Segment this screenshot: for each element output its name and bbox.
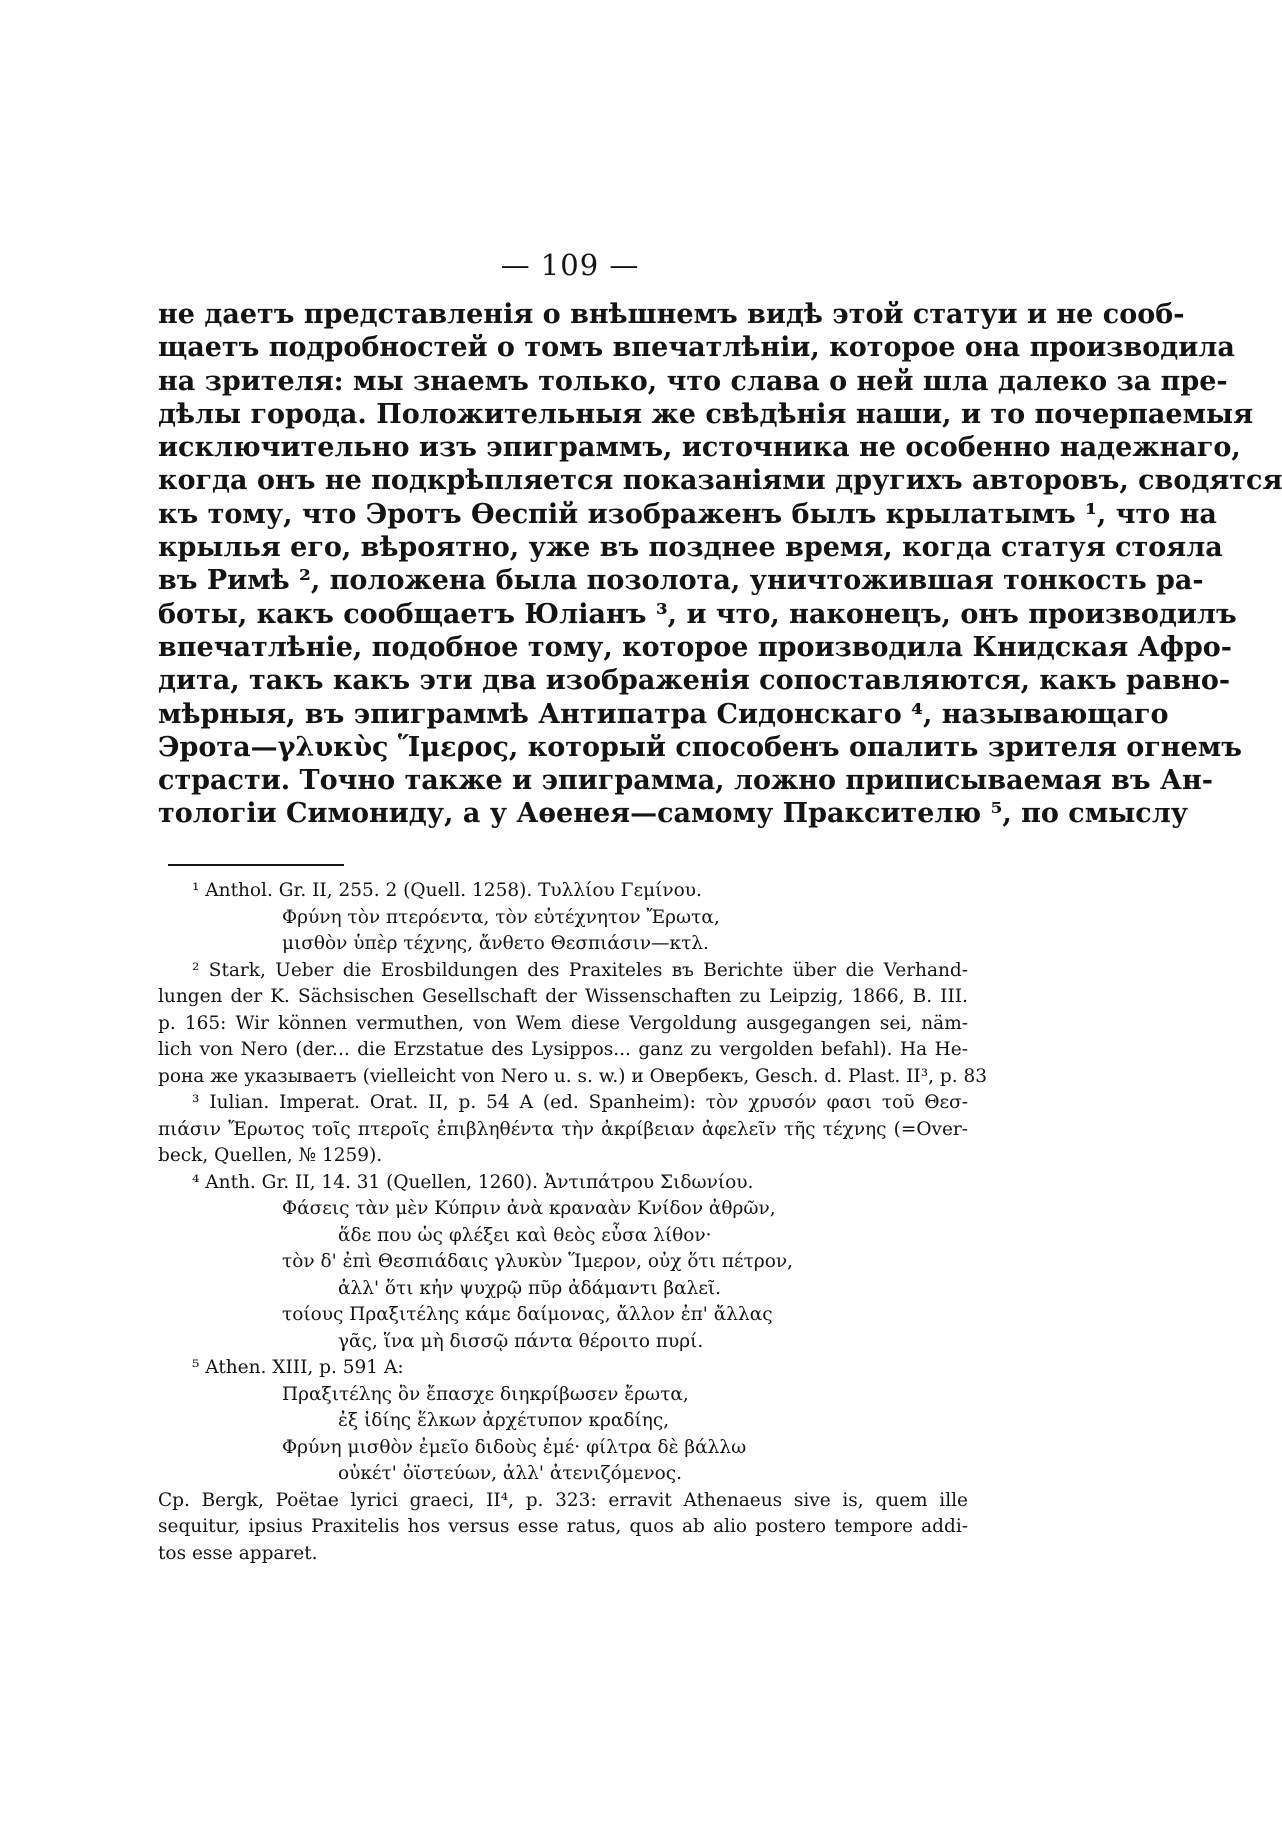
text-line: къ тому, что Эротъ Ѳеспій изображенъ былъ крылатымъ ¹, что на — [158, 498, 1217, 530]
footnote-line: lungen der K. Sächsischen Gesellschaft der Wissenschaften zu Leipzig, 1866, B. III. — [158, 986, 968, 1007]
text-line: на зрителя: мы знаемъ только, что слава о ней шла далеко за пре- — [158, 365, 1228, 397]
text-line: Эрота—γλυκὺς Ἵμερος, который способенъ опалить зрителя огнемъ — [158, 731, 1242, 763]
footnote-3: ³ Iulian. Imperat. Orat. II, p. 54 A (ed. Spanheim): τὸν χρυσόν φασι τοῦ Θεσ- — [192, 1092, 968, 1113]
text-line: боты, какъ сообщаетъ Юліанъ ³, и что, наконецъ, онъ производилъ — [158, 598, 1237, 630]
footnote-line: рона же указываетъ (vielleicht von Nero u. s. w.) и Овербекъ, Gesch. d. Plast. II³, p. 83 — [158, 1065, 988, 1087]
footnote-line: tos esse apparet. — [158, 1542, 318, 1564]
footnote-verse: οὐκέτ' ὀϊστεύων, ἀλλ' ἀτενιζόμενος. — [338, 1463, 683, 1484]
footnote-verse: μισθὸν ὑπὲρ τέχνης, ἄνθετο Θεσπιάσιν—κτλ. — [282, 933, 709, 954]
footnotes — [158, 878, 988, 1567]
footnote-verse: ἀλλ' ὅτι κἠν ψυχρῷ πῦρ ἀδάμαντι βαλεῖ. — [338, 1277, 722, 1299]
text-line: дѣлы города. Положительныя же свѣдѣнія наши, и то почерпаемыя — [158, 398, 1254, 430]
text-line: когда онъ не подкрѣпляется показаніями другихъ авторовъ, сводятся — [158, 465, 1282, 497]
footnote-5: ⁵ Athen. XIII, p. 591 A: — [192, 1357, 404, 1378]
footnote-1: ¹ Anthol. Gr. II, 255. 2 (Quell. 1258). Τυλλίου Γεμίνου. — [192, 880, 702, 901]
footnote-2: ² Stark, Ueber die Erosbildungen des Praxiteles въ Berichte über die Verhand- — [192, 959, 968, 981]
text-line: мѣрныя, въ эпиграммѣ Антипатра Сидонскаго ⁴, называющаго — [158, 698, 1169, 730]
footnote-line: πιάσιν Ἔρωτος τοῖς πτεροῖς ἐπιβληθέντα τὴν ἀκρίβειαν ἀφελεῖν τῆς τέχνης (=Over- — [158, 1118, 968, 1140]
footnote-verse: ἐξ ἰδίης ἕλκων ἀρχέτυπον κραδίης, — [338, 1410, 670, 1431]
footnote-verse: Φρύνη τὸν πτερόεντα, τὸν εὐτέχνητον Ἔρωτα, — [282, 906, 720, 928]
text-line: щаетъ подробностей о томъ впечатлѣніи, которое она производила — [158, 332, 1235, 364]
footnote-divider — [168, 864, 344, 866]
text-line: крылья его, вѣроятно, уже въ позднее время, когда статуя стояла — [158, 532, 1223, 564]
main-text — [158, 298, 1282, 831]
text-line: не даетъ представленія о внѣшнемъ видѣ этой статуи и не сооб- — [158, 299, 1185, 330]
footnote-verse: Φάσεις τὰν μὲν Κύπριν ἀνὰ κραναὰν Κνίδον ἀθρῶν, — [282, 1198, 776, 1219]
text-line: страсти. Точно также и эпиграмма, ложно приписываемая въ Ан- — [158, 765, 1213, 797]
footnote-line: sequitur, ipsius Praxitelis hos versus esse ratus, quos ab alio postero tempore addi- — [158, 1516, 968, 1537]
footnote-verse: Πραξιτέλης ὃν ἔπασχε διηκρίβωσεν ἔρωτα, — [282, 1383, 689, 1405]
footnote-verse: γᾶς, ἵνα μὴ δισσῷ πάντα θέροιτο πυρί. — [338, 1330, 704, 1352]
text-line: тологіи Симониду, а у Аѳенея—самому Праксителю ⁵, по смыслу — [158, 798, 1189, 830]
text-line: въ Римѣ ², положена была позолота, уничтожившая тонкость ра- — [158, 565, 1204, 597]
footnote-4: ⁴ Anth. Gr. II, 14. 31 (Quellen, 1260). Ἀντιπάτρου Σιδωνίου. — [192, 1171, 754, 1193]
footnote-verse: ἅδε που ὡς φλέξει καὶ θεὸς εὖσα λίθον· — [338, 1224, 712, 1246]
page-number: — 109 — — [500, 248, 640, 282]
footnote-line: p. 165: Wir können vermuthen, von Wem diese Vergoldung ausgegangen sei, näm- — [158, 1012, 968, 1034]
footnote-line: beck, Quellen, № 1259). — [158, 1145, 383, 1166]
footnote-verse: Φρύνη μισθὸν ἐμεῖο διδοὺς ἐμέ· φίλτρα δὲ βάλλω — [282, 1436, 747, 1458]
text-line: впечатлѣніе, подобное тому, которое производила Книдская Афро- — [158, 631, 1233, 663]
footnote-line: lich von Nero (der... die Erzstatue des Lysippos... ganz zu vergolden befahl). На Не- — [158, 1039, 968, 1060]
text-line: дита, такъ какъ эти два изображенія сопоставляются, какъ равно- — [158, 665, 1231, 697]
footnote-verse: τὸν δ' ἐπὶ Θεσπιάδαις γλυκὺν Ἵμερον, οὐχ ὅτι πέτρον, — [282, 1251, 793, 1272]
text-line: исключительно изъ эпиграммъ, источника не особенно надежнаго, — [158, 432, 1241, 464]
footnote-verse: τοίους Πραξιτέλης κάμε δαίμονας, ἄλλον ἐπ' ἄλλας — [282, 1304, 773, 1325]
footnote-line: Ср. Bergk, Poëtae lyrici graeci, II⁴, p. 323: erravit Athenaeus sive is, quem ille — [158, 1489, 968, 1511]
